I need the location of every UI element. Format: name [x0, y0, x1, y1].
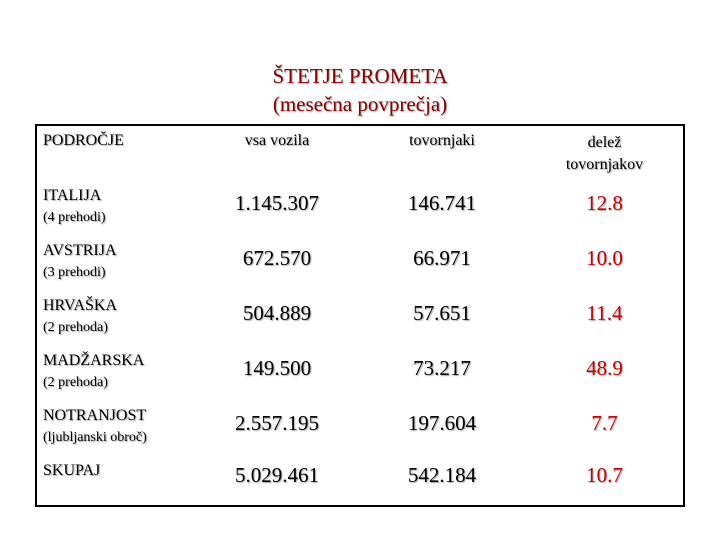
region-name: SKUPAJ: [43, 462, 101, 479]
region-name: HRVAŠKA: [43, 297, 117, 314]
region-cell: [43, 295, 117, 349]
region-cell: [43, 350, 144, 404]
truck-share-value: 7.7: [591, 411, 618, 435]
all-vehicles-value: 2.557.195: [235, 411, 319, 435]
table-row: [37, 295, 683, 349]
table-row: [37, 350, 683, 404]
all-vehicles-value: 5.029.461: [235, 463, 319, 487]
region-cell: [43, 240, 117, 294]
region-name: ITALIJA: [43, 187, 102, 204]
header-all-vehicles: vsa vozila: [244, 132, 310, 149]
header-trucks: tovornjaki: [409, 132, 475, 149]
truck-share-value: 10.0: [586, 246, 623, 270]
region-crossings: (2 prehoda): [43, 320, 108, 335]
all-vehicles-value: 1.145.307: [235, 191, 319, 215]
region-cell: [43, 405, 147, 459]
region-name: MADŽARSKA: [43, 352, 145, 369]
region-name: NOTRANJOST: [43, 407, 147, 424]
all-vehicles-value: 504.889: [242, 301, 312, 325]
title-main: ŠTETJE PROMETA: [272, 64, 448, 88]
trucks-value: 542.184: [407, 463, 477, 487]
page-title: [0, 62, 720, 118]
truck-share-value: 48.9: [586, 356, 623, 380]
region-crossings: (4 prehodi): [43, 210, 106, 225]
header-region: PODROČJE: [43, 132, 124, 149]
table-header: [37, 132, 683, 182]
traffic-table: [35, 124, 685, 507]
truck-share-value: 10.7: [586, 463, 623, 487]
all-vehicles-value: 149.500: [242, 356, 312, 380]
header-truck-share-line1: delež: [587, 134, 622, 151]
table-row: [37, 405, 683, 459]
trucks-value: 57.651: [413, 301, 471, 325]
all-vehicles-value: 672.570: [242, 246, 312, 270]
trucks-value: 197.604: [407, 411, 477, 435]
trucks-value: 146.741: [407, 191, 477, 215]
table-row: [37, 240, 683, 294]
region-crossings: (3 prehodi): [43, 265, 106, 280]
region-crossings: (ljubljanski obroč): [43, 430, 147, 445]
trucks-value: 73.217: [413, 356, 471, 380]
region-crossings: (2 prehoda): [43, 375, 108, 390]
truck-share-value: 12.8: [586, 191, 623, 215]
region-cell: [43, 185, 106, 239]
title-sub: (mesečna povprečja): [272, 92, 448, 116]
region-name: AVSTRIJA: [43, 242, 117, 259]
header-truck-share-line2: tovornjakov: [565, 156, 644, 173]
table-row: [37, 460, 683, 500]
region-cell: [43, 460, 100, 500]
trucks-value: 66.971: [413, 246, 471, 270]
truck-share-value: 11.4: [586, 301, 623, 325]
header-truck-share: [527, 132, 682, 182]
table-row: [37, 185, 683, 239]
